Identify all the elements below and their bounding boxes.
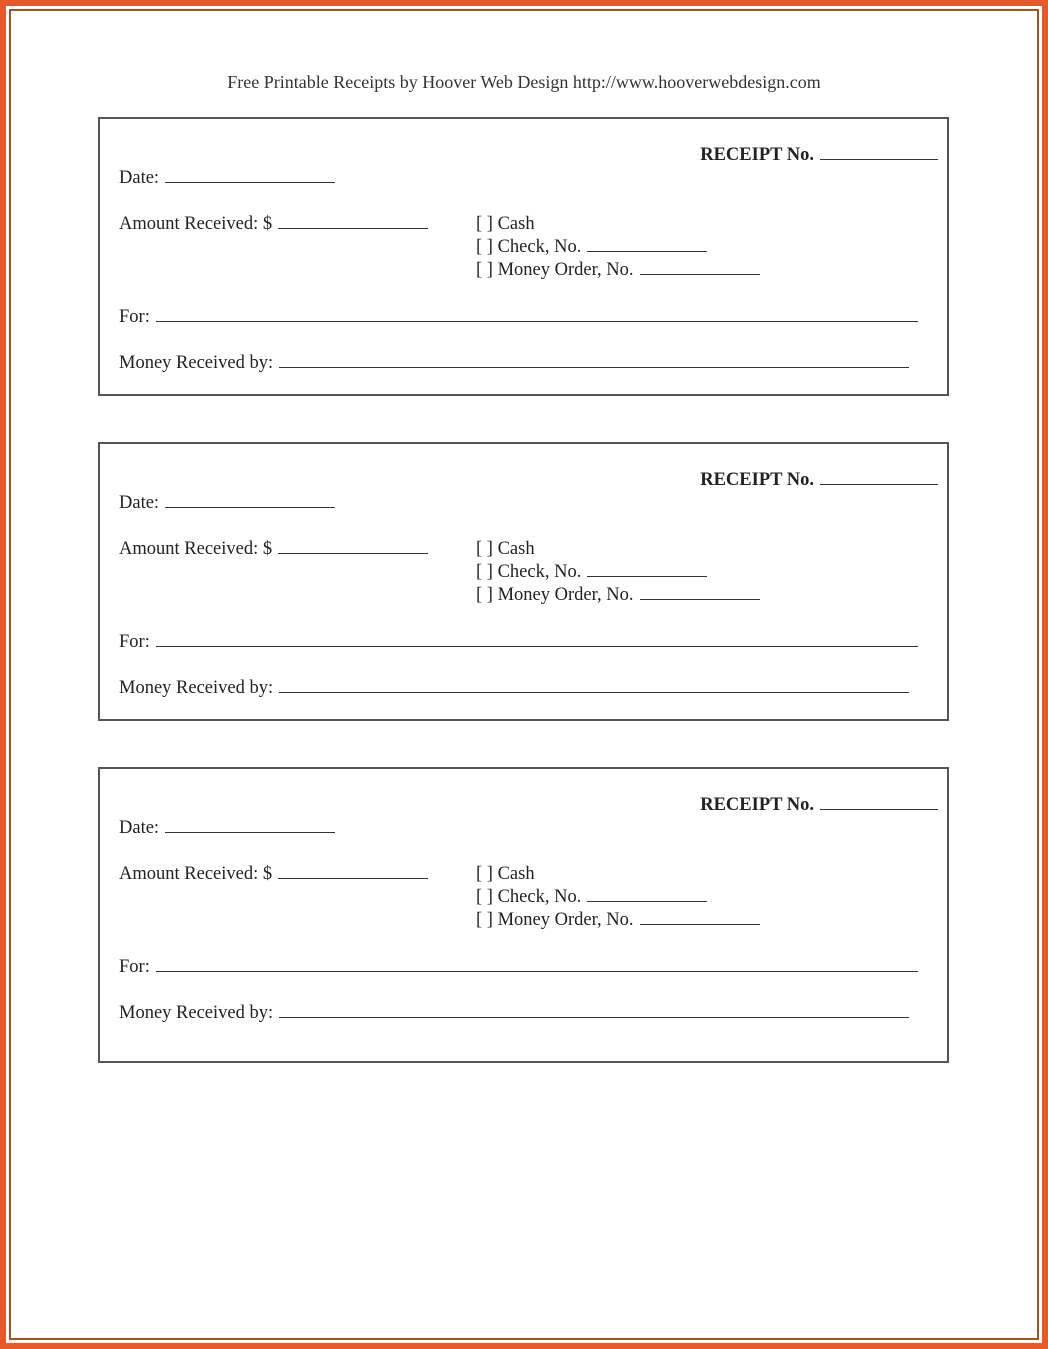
received-by-line[interactable] xyxy=(279,1016,909,1018)
receipt-number-field[interactable] xyxy=(700,145,938,166)
date-line[interactable] xyxy=(165,506,335,508)
amount-field[interactable] xyxy=(119,214,428,235)
amount-line[interactable] xyxy=(278,227,428,229)
received-by-line[interactable] xyxy=(279,691,909,693)
date-label: Date: xyxy=(119,493,160,513)
receipt-form-3 xyxy=(98,767,949,1063)
receipt-number-label: RECEIPT No. xyxy=(700,470,814,490)
received-by-line[interactable] xyxy=(279,366,909,368)
for-field[interactable] xyxy=(119,307,918,328)
for-field[interactable] xyxy=(119,957,918,978)
date-line[interactable] xyxy=(165,831,335,833)
amount-label: Amount Received: $ xyxy=(119,214,273,234)
amount-line[interactable] xyxy=(278,552,428,554)
receipt-number-line[interactable] xyxy=(820,158,938,160)
receipt-number-field[interactable] xyxy=(700,795,938,816)
for-field[interactable] xyxy=(119,632,918,653)
money-order-number-line[interactable] xyxy=(640,273,760,275)
for-label: For: xyxy=(119,307,150,327)
for-line[interactable] xyxy=(156,645,918,647)
received-by-label: Money Received by: xyxy=(119,1003,274,1023)
check-option[interactable] xyxy=(476,887,707,908)
amount-label: Amount Received: $ xyxy=(119,539,273,559)
receipt-number-label: RECEIPT No. xyxy=(700,145,814,165)
for-line[interactable] xyxy=(156,970,918,972)
for-label: For: xyxy=(119,632,150,652)
money-order-option[interactable] xyxy=(476,585,760,606)
cash-label: [ ] Cash xyxy=(476,864,535,884)
cash-option[interactable] xyxy=(476,864,535,885)
amount-field[interactable] xyxy=(119,539,428,560)
received-by-label: Money Received by: xyxy=(119,353,274,373)
check-option[interactable] xyxy=(476,237,707,258)
for-label: For: xyxy=(119,957,150,977)
receipt-number-line[interactable] xyxy=(820,483,938,485)
receipt-form-1 xyxy=(98,117,949,396)
date-line[interactable] xyxy=(165,181,335,183)
received-by-field[interactable] xyxy=(119,678,909,699)
for-line[interactable] xyxy=(156,320,918,322)
money-order-number-line[interactable] xyxy=(640,598,760,600)
receipt-form-2 xyxy=(98,442,949,721)
page-header: Free Printable Receipts by Hoover Web Design http://www.hooverwebdesign.com xyxy=(227,72,821,92)
cash-label: [ ] Cash xyxy=(476,539,535,559)
date-field[interactable] xyxy=(119,818,335,839)
amount-line[interactable] xyxy=(278,877,428,879)
received-by-label: Money Received by: xyxy=(119,678,274,698)
money-order-option[interactable] xyxy=(476,260,760,281)
cash-option[interactable] xyxy=(476,539,535,560)
check-number-line[interactable] xyxy=(587,575,707,577)
check-label: [ ] Check, No. xyxy=(476,887,582,907)
received-by-field[interactable] xyxy=(119,1003,909,1024)
money-order-option[interactable] xyxy=(476,910,760,931)
receipt-number-line[interactable] xyxy=(820,808,938,810)
check-label: [ ] Check, No. xyxy=(476,237,582,257)
date-label: Date: xyxy=(119,818,160,838)
money-order-number-line[interactable] xyxy=(640,923,760,925)
cash-label: [ ] Cash xyxy=(476,214,535,234)
check-option[interactable] xyxy=(476,562,707,583)
received-by-field[interactable] xyxy=(119,353,909,374)
date-label: Date: xyxy=(119,168,160,188)
money-order-label: [ ] Money Order, No. xyxy=(476,910,634,930)
check-label: [ ] Check, No. xyxy=(476,562,582,582)
amount-label: Amount Received: $ xyxy=(119,864,273,884)
receipt-number-label: RECEIPT No. xyxy=(700,795,814,815)
date-field[interactable] xyxy=(119,168,335,189)
check-number-line[interactable] xyxy=(587,900,707,902)
receipt-number-field[interactable] xyxy=(700,470,938,491)
amount-field[interactable] xyxy=(119,864,428,885)
money-order-label: [ ] Money Order, No. xyxy=(476,585,634,605)
money-order-label: [ ] Money Order, No. xyxy=(476,260,634,280)
check-number-line[interactable] xyxy=(587,250,707,252)
date-field[interactable] xyxy=(119,493,335,514)
cash-option[interactable] xyxy=(476,214,535,235)
